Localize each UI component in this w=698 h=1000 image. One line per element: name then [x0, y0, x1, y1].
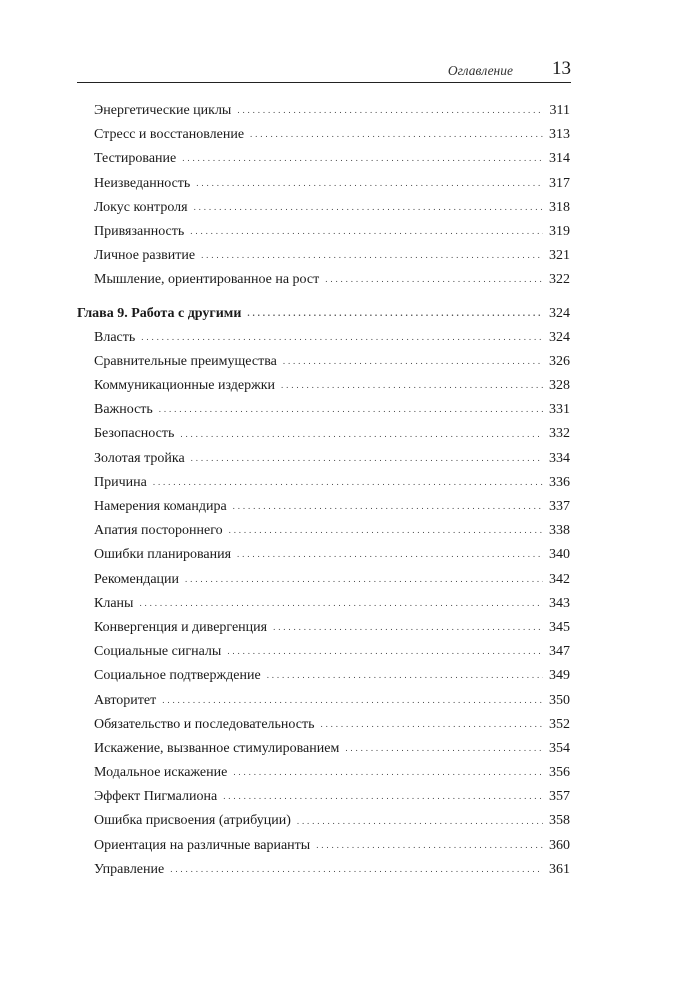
chapter-page: 324: [549, 305, 570, 321]
toc-entry-page: 357: [549, 789, 570, 805]
toc-entry-page: 352: [549, 716, 570, 732]
toc-entry-title: Локус контроля: [94, 199, 188, 215]
dot-leader: [159, 403, 543, 417]
toc-entry-title: Важность: [94, 402, 153, 418]
toc-entry[interactable]: [77, 809, 570, 833]
toc-entry-title: Авторитет: [94, 692, 157, 708]
toc-entry-title: Причина: [94, 474, 147, 490]
dot-leader: [139, 597, 543, 611]
toc-entry-page: 321: [549, 248, 570, 264]
dot-leader: [247, 307, 543, 321]
toc-entry-page: 358: [549, 813, 570, 829]
dot-leader: [201, 249, 543, 263]
dot-leader: [141, 331, 543, 345]
toc-entry[interactable]: [77, 543, 570, 567]
toc-entry-title: Искажение, вызванное стимулированием: [94, 740, 340, 756]
toc-entry[interactable]: [77, 268, 570, 292]
toc-entry-title: Сравнительные преимущества: [94, 353, 277, 369]
toc-entry-title: Намерения командира: [94, 499, 227, 514]
toc-entry-page: 324: [549, 329, 570, 345]
toc-entry[interactable]: [77, 519, 570, 543]
toc-entry-page: 340: [549, 547, 570, 563]
chapter-title: Глава 9. Работа с другими: [77, 305, 242, 321]
dot-leader: [273, 621, 543, 635]
dot-leader: [170, 863, 543, 877]
dot-leader: [153, 476, 543, 490]
toc-entry-page: 317: [549, 175, 570, 191]
toc-entry[interactable]: [77, 640, 570, 664]
toc-entry-title: Апатия постороннего: [94, 523, 223, 539]
dot-leader: [316, 839, 543, 853]
dot-leader: [190, 225, 543, 239]
toc-entry-title: Мышление, ориентированное на рост: [94, 272, 320, 288]
dot-leader: [250, 128, 543, 142]
running-header-title: Оглавление: [447, 63, 513, 78]
toc-entry[interactable]: [77, 495, 570, 519]
toc-entry-title: Ориентация на различные варианты: [94, 837, 311, 853]
toc-entry[interactable]: [77, 244, 570, 268]
toc-entry[interactable]: [77, 374, 570, 398]
toc-entry[interactable]: [77, 568, 570, 592]
dot-leader: [283, 355, 543, 369]
page-header: [77, 58, 571, 83]
dot-leader: [162, 694, 543, 708]
toc-entry-title: Обязательство и последовательность: [94, 716, 315, 732]
dot-leader: [185, 573, 543, 587]
toc-entry-title: Ошибка присвоения (атрибуции): [94, 813, 291, 829]
toc-entry-title: Стресс и восстановление: [94, 127, 245, 143]
toc-section-continued: [77, 99, 570, 293]
toc-entry[interactable]: [77, 422, 570, 446]
toc-entry[interactable]: [77, 99, 570, 123]
toc-entry-page: 332: [549, 426, 570, 442]
toc-entry-page: 347: [549, 644, 570, 660]
toc-entry-title: Тестирование: [94, 151, 177, 167]
toc-entry[interactable]: [77, 471, 570, 495]
toc-entry-page: 343: [549, 595, 570, 611]
section-gap: [77, 293, 570, 302]
toc-entry-page: 318: [549, 199, 570, 215]
toc-entry[interactable]: [77, 196, 570, 220]
toc-entry-title: Неизведанность: [94, 175, 191, 191]
dot-leader: [325, 273, 543, 287]
toc-entry[interactable]: [77, 858, 570, 882]
toc-entry[interactable]: [77, 713, 570, 737]
toc-entry-page: 354: [549, 740, 570, 756]
toc-entry-page: 342: [549, 571, 570, 587]
toc-entry[interactable]: [77, 220, 570, 244]
toc-entry[interactable]: [77, 350, 570, 374]
dot-leader: [233, 766, 543, 780]
toc-entry-title: Безопасность: [94, 426, 175, 442]
toc-entry-page: 350: [549, 692, 570, 708]
page-number: 13: [552, 58, 571, 79]
toc-entry-page: 322: [549, 272, 570, 288]
toc-entry-title: Привязанность: [94, 223, 185, 239]
toc-entry-title: Рекомендации: [94, 571, 180, 587]
toc-entry-page: 360: [549, 837, 570, 853]
dot-leader: [191, 452, 543, 466]
toc-entry-page: 334: [549, 450, 570, 466]
table-of-contents: [77, 99, 570, 882]
toc-entry-title: Ошибки планирования: [94, 547, 232, 563]
dot-leader: [297, 815, 543, 829]
toc-entry[interactable]: [77, 689, 570, 713]
toc-entry[interactable]: [77, 834, 570, 858]
toc-entry[interactable]: [77, 761, 570, 785]
toc-entry-page: 314: [549, 151, 570, 167]
dot-leader: [281, 379, 543, 393]
toc-entry[interactable]: [77, 147, 570, 171]
toc-entry-title: Управление: [94, 861, 165, 877]
toc-entry-page: 311: [549, 103, 570, 118]
toc-entry-page: 328: [549, 378, 570, 394]
toc-entry-page: 338: [549, 523, 570, 539]
toc-entry[interactable]: [77, 592, 570, 616]
dot-leader: [196, 177, 543, 191]
toc-section-chapter-9: [77, 326, 570, 882]
toc-entry-title: Кланы: [94, 595, 134, 611]
toc-entry-title: Личное развитие: [94, 248, 196, 264]
toc-entry-title: Коммуникационные издержки: [94, 378, 276, 394]
toc-entry[interactable]: [77, 664, 570, 688]
dot-leader: [223, 790, 543, 804]
toc-entry-title: Золотая тройка: [94, 450, 185, 466]
toc-entry[interactable]: [77, 616, 570, 640]
dot-leader: [180, 428, 543, 442]
toc-entry[interactable]: [77, 398, 570, 422]
toc-entry-page: 326: [549, 353, 570, 369]
toc-entry[interactable]: [77, 447, 570, 471]
toc-entry-title: Социальное подтверждение: [94, 668, 261, 684]
toc-entry[interactable]: [77, 785, 570, 809]
dot-leader: [229, 524, 543, 538]
toc-entry-title: Модальное искажение: [94, 765, 228, 781]
toc-entry-title: Власть: [94, 329, 136, 345]
toc-entry[interactable]: [77, 123, 570, 147]
toc-entry-title: Эффект Пигмалиона: [94, 789, 218, 805]
toc-entry-page: 349: [549, 668, 570, 684]
toc-entry[interactable]: [77, 737, 570, 761]
dot-leader: [237, 548, 543, 562]
toc-entry-page: 331: [549, 402, 570, 418]
dot-leader: [267, 669, 543, 683]
toc-entry[interactable]: [77, 172, 570, 196]
dot-leader: [233, 500, 543, 514]
dot-leader: [237, 104, 543, 118]
toc-entry-page: 313: [549, 127, 570, 143]
toc-entry-page: 356: [549, 765, 570, 781]
toc-entry-page: 337: [549, 499, 570, 514]
dot-leader: [345, 742, 543, 756]
toc-entry[interactable]: [77, 326, 570, 350]
toc-entry-title: Энергетические циклы: [94, 103, 232, 118]
toc-entry-page: 319: [549, 223, 570, 239]
dot-leader: [320, 718, 543, 732]
toc-entry-title: Конвергенция и дивергенция: [94, 619, 268, 635]
toc-entry-page: 336: [549, 474, 570, 490]
dot-leader: [194, 201, 543, 215]
dot-leader: [227, 645, 543, 659]
toc-entry-title: Социальные сигналы: [94, 644, 222, 660]
toc-chapter-heading[interactable]: [77, 302, 570, 326]
toc-entry-page: 345: [549, 619, 570, 635]
dot-leader: [182, 152, 543, 166]
toc-entry-page: 361: [549, 861, 570, 877]
